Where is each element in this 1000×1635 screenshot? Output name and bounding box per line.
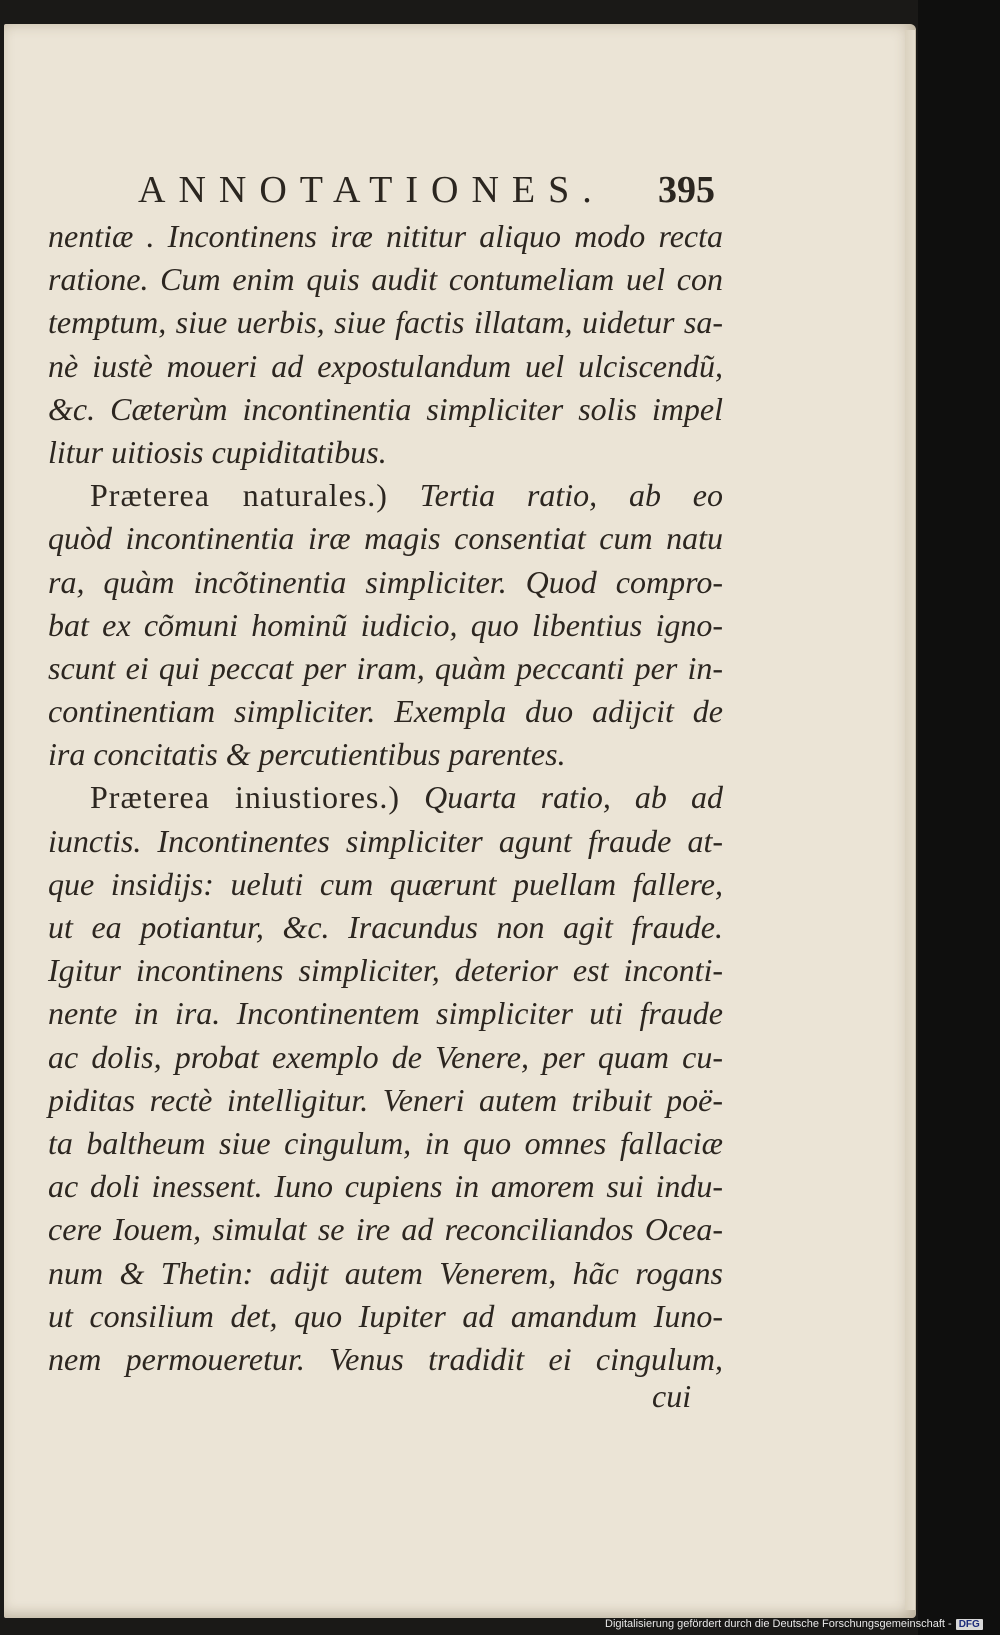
text-line: iunctis. Incontinentes simpliciter agunt fraude at-	[48, 822, 723, 859]
text-line: ut consilium det, quo Iupiter ad amandum Iuno-	[48, 1297, 723, 1334]
text-line: litur uitiosis cupiditatibus.	[48, 433, 387, 470]
text-line: ra, quàm incõtinentia simpliciter. Quod compro-	[48, 563, 723, 600]
text-line: piditas rectè intelligitur. Veneri autem tribuit poë-	[48, 1081, 723, 1118]
text-line: nem permoueretur. Venus tradidit ei cingulum,	[48, 1340, 723, 1377]
text-line: ratione. Cum enim quis audit contumeliam uel con	[48, 261, 723, 298]
body-text	[48, 215, 723, 1381]
lemma: Præterea naturales.)	[90, 477, 388, 514]
text-line: que insidijs: ueluti cum quærunt puellam fallere,	[48, 865, 723, 902]
dfg-logo-icon: DFG	[956, 1619, 983, 1630]
running-head	[130, 168, 715, 216]
lemma-continuation: Tertia ratio, ab eo	[387, 477, 724, 514]
paragraph-start-line	[48, 474, 723, 517]
lemma-continuation: Quarta ratio, ab ad	[400, 779, 724, 816]
text-line: num & Thetin: adijt autem Venerem, hãc rogans	[48, 1254, 723, 1291]
text-line: scunt ei qui peccat per iram, quàm peccanti per in-	[48, 649, 723, 686]
lemma: Præterea iniustiores.)	[90, 779, 401, 816]
text-line: ac dolis, probat exemplo de Venere, per quam cu-	[48, 1038, 723, 1075]
paragraph-start-line	[48, 776, 723, 819]
text-line: bat ex cõmuni hominũ iudicio, quo libentius igno-	[48, 606, 723, 643]
text-line: nente in ira. Incontinentem simpliciter uti fraude	[48, 995, 723, 1032]
text-line: nè iustè moueri ad expostulandum uel ulciscendũ,	[48, 347, 723, 384]
scan-background	[918, 0, 1000, 1635]
text-line: cere Iouem, simulat se ire ad reconciliandos Ocea-	[48, 1211, 723, 1248]
running-head-title: ANNOTATIONES.	[138, 169, 605, 211]
text-line: ut ea potiantur, &c. Iracundus non agit fraude.	[48, 909, 723, 945]
footer-text: Digitalisierung gefördert durch die Deutsche Forschungsgemeinschaft -	[605, 1618, 952, 1630]
digitization-footer	[605, 1618, 983, 1634]
text-line: continentiam simpliciter. Exempla duo adijcit de	[48, 693, 723, 730]
text-line: ta baltheum siue cingulum, in quo omnes fallaciæ	[48, 1124, 723, 1161]
text-line: temptum, siue uerbis, siue factis illatam, uidetur sa-	[48, 304, 723, 341]
text-line: nentiæ . Incontinens iræ nititur aliquo modo recta	[48, 218, 723, 254]
page-edge	[905, 30, 915, 1610]
text-line: &c. Cæterùm incontinentia simpliciter solis impel	[48, 390, 723, 427]
text-line: quòd incontinentia iræ magis consentiat cum natu	[48, 520, 723, 557]
catchword: cui	[652, 1378, 692, 1414]
page-number: 395	[658, 169, 715, 211]
text-line: ac doli inessent. Iuno cupiens in amorem sui indu-	[48, 1168, 723, 1205]
text-line: Igitur incontinens simpliciter, deterior est inconti-	[48, 952, 723, 989]
text-line: ira concitatis & percutientibus parentes.	[48, 736, 566, 773]
